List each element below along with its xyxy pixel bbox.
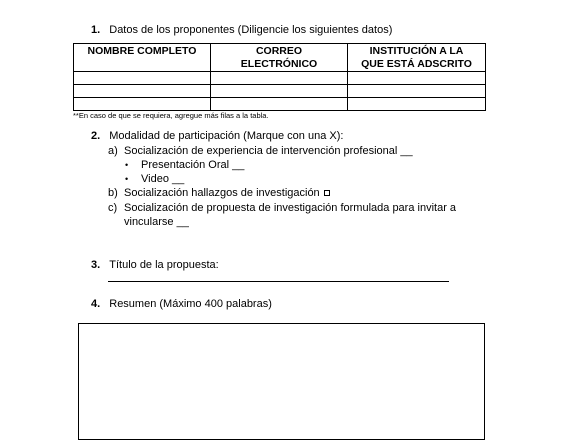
header-nombre-completo: NOMBRE COMPLETO: [74, 44, 211, 72]
section-4-heading: [91, 298, 272, 310]
option-b-text[interactable]: Socialización hallazgos de investigación: [124, 187, 320, 199]
section-3-number: 3.: [91, 259, 101, 271]
option-c-line2[interactable]: vincularse __: [124, 216, 189, 228]
table-header-row: [74, 44, 486, 72]
table-cell-correo[interactable]: [211, 72, 348, 85]
table-cell-correo[interactable]: [211, 98, 348, 111]
table-row: [74, 98, 486, 111]
option-c-letter: c): [108, 202, 118, 214]
table-note: **En caso de que se requiera, agregue más filas a la tabla.: [73, 111, 269, 120]
section-1-title: Datos de los proponentes (Diligencie los siguientes datos): [109, 24, 393, 36]
checkbox-icon[interactable]: [324, 190, 330, 196]
section-2-heading: [91, 130, 343, 142]
bullet-icon: •: [125, 174, 129, 184]
table-cell-nombre[interactable]: [74, 85, 211, 98]
section-3-heading: [91, 259, 219, 271]
table-cell-nombre[interactable]: [74, 72, 211, 85]
section-4-number: 4.: [91, 298, 101, 310]
table-row: [74, 72, 486, 85]
summary-box[interactable]: [78, 323, 485, 440]
option-b-letter: b): [108, 187, 118, 199]
option-a-letter: a): [108, 145, 118, 157]
option-a-text[interactable]: Socialización de experiencia de intervención profesional __: [124, 145, 413, 157]
option-a: [108, 145, 413, 157]
table-cell-institucion[interactable]: [348, 72, 486, 85]
option-oral-text[interactable]: Presentación Oral __: [141, 159, 245, 171]
section-2-number: 2.: [91, 130, 101, 142]
option-b-wrapper: [124, 187, 330, 199]
table-row: [74, 85, 486, 98]
section-1-heading: [91, 24, 392, 36]
option-b: [108, 187, 320, 199]
header-correo-electronico: CORREO ELECTRÓNICO: [211, 44, 348, 72]
table-cell-institucion[interactable]: [348, 98, 486, 111]
table-cell-correo[interactable]: [211, 85, 348, 98]
option-a-sub-oral: [125, 159, 245, 171]
option-a-sub-video: [125, 173, 185, 185]
table-cell-nombre[interactable]: [74, 98, 211, 111]
proponents-table: [73, 43, 486, 111]
option-c-text-line1[interactable]: Socialización de propuesta de investigación formulada para invitar a: [124, 202, 457, 214]
header-institucion: INSTITUCIÓN A LA QUE ESTÁ ADSCRITO: [348, 44, 486, 72]
title-answer-line[interactable]: [108, 281, 449, 282]
section-1-number: 1.: [91, 24, 101, 36]
section-4-title: Resumen (Máximo 400 palabras): [109, 298, 272, 310]
bullet-icon: •: [125, 160, 129, 170]
table-cell-institucion[interactable]: [348, 85, 486, 98]
section-2-title: Modalidad de participación (Marque con una X):: [109, 130, 344, 142]
section-3-title: Título de la propuesta:: [109, 259, 219, 271]
option-c: [108, 202, 457, 214]
option-video-text[interactable]: Video __: [141, 173, 185, 185]
